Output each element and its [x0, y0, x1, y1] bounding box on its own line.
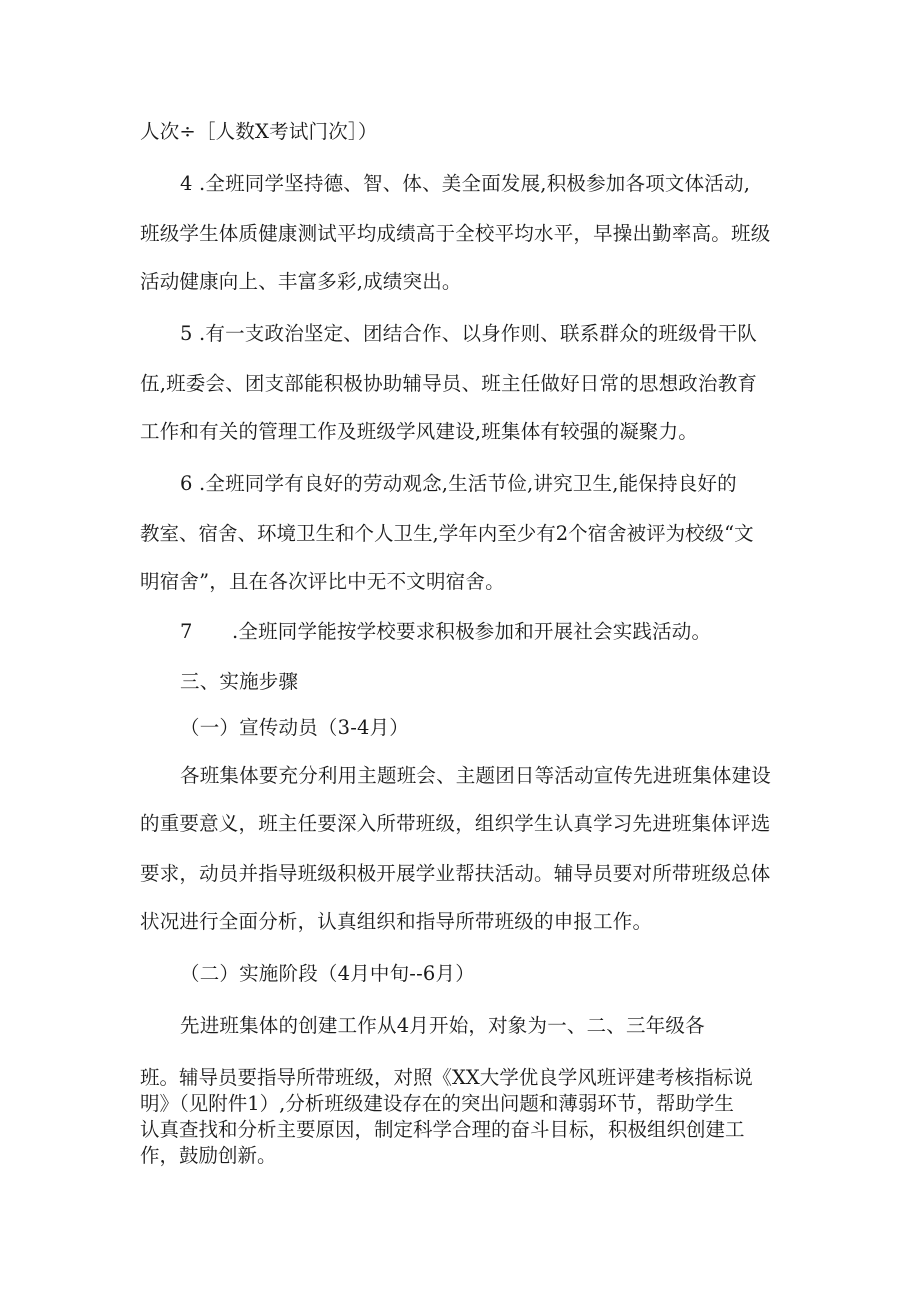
text-line: 人次÷［人数X考试门次］）: [140, 120, 378, 143]
text-line: 7 .全班同学能按学校要求积极参加和开展社会实践活动。: [180, 620, 712, 643]
text-line: 班。辅导员要指导所带班级，对照《XX大学优良学风班评建考核指标说: [140, 1066, 753, 1089]
text-line: 活动健康向上、丰富多彩,成绩突出。: [140, 270, 462, 293]
text-line: 认真查找和分析主要原因，制定科学合理的奋斗目标，积极组织创建工: [140, 1118, 745, 1141]
text-line: 明宿舍”，且在各次评比中无不文明宿舍。: [140, 570, 505, 593]
text-line: 要求，动员并指导班级积极开展学业帮扶活动。辅导员要对所带班级总体: [140, 862, 771, 885]
text-line: 5 .有一支政治坚定、团结合作、以身作则、联系群众的班级骨干队: [180, 322, 758, 345]
text-line: 教室、宿舍、环境卫生和个人卫生,学年内至少有2个宿舍被评为校级“文: [140, 522, 754, 545]
text-line: 6 .全班同学有良好的劳动观念,生活节俭,讲究卫生,能保持良好的: [180, 472, 737, 495]
subsection-heading: （二）实施阶段（4月中旬--6月）: [180, 962, 475, 985]
text-line: 工作和有关的管理工作及班级学风建设,班集体有较强的凝聚力。: [140, 420, 698, 443]
text-line: 伍,班委会、团支部能积极协助辅导员、班主任做好日常的思想政治教育: [140, 372, 758, 395]
subsection-heading: （一）宣传动员（3-4月）: [180, 716, 410, 739]
text-line: 的重要意义，班主任要深入所带班级，组织学生认真学习先进班集体评选: [140, 812, 771, 835]
text-line: 4 .全班同学坚持德、智、体、美全面发展,积极参加各项文体活动,: [180, 172, 751, 195]
text-line: 状况进行全面分析，认真组织和指导所带班级的申报工作。: [140, 910, 653, 933]
text-line: 各班集体要充分利用主题班会、主题团日等活动宣传先进班集体建设: [180, 764, 772, 787]
text-line: 先进班集体的创建工作从4月开始，对象为一、二、三年级各: [180, 1014, 705, 1037]
text-line: 明》（见附件1）,分析班级建设存在的突出问题和薄弱环节，帮助学生: [140, 1092, 734, 1115]
text-line: 班级学生体质健康测试平均成绩高于全校平均水平，早操出勤率高。班级: [140, 222, 771, 245]
section-heading: 三、实施步骤: [180, 670, 299, 693]
text-line: 作，鼓励创新。: [140, 1144, 277, 1167]
